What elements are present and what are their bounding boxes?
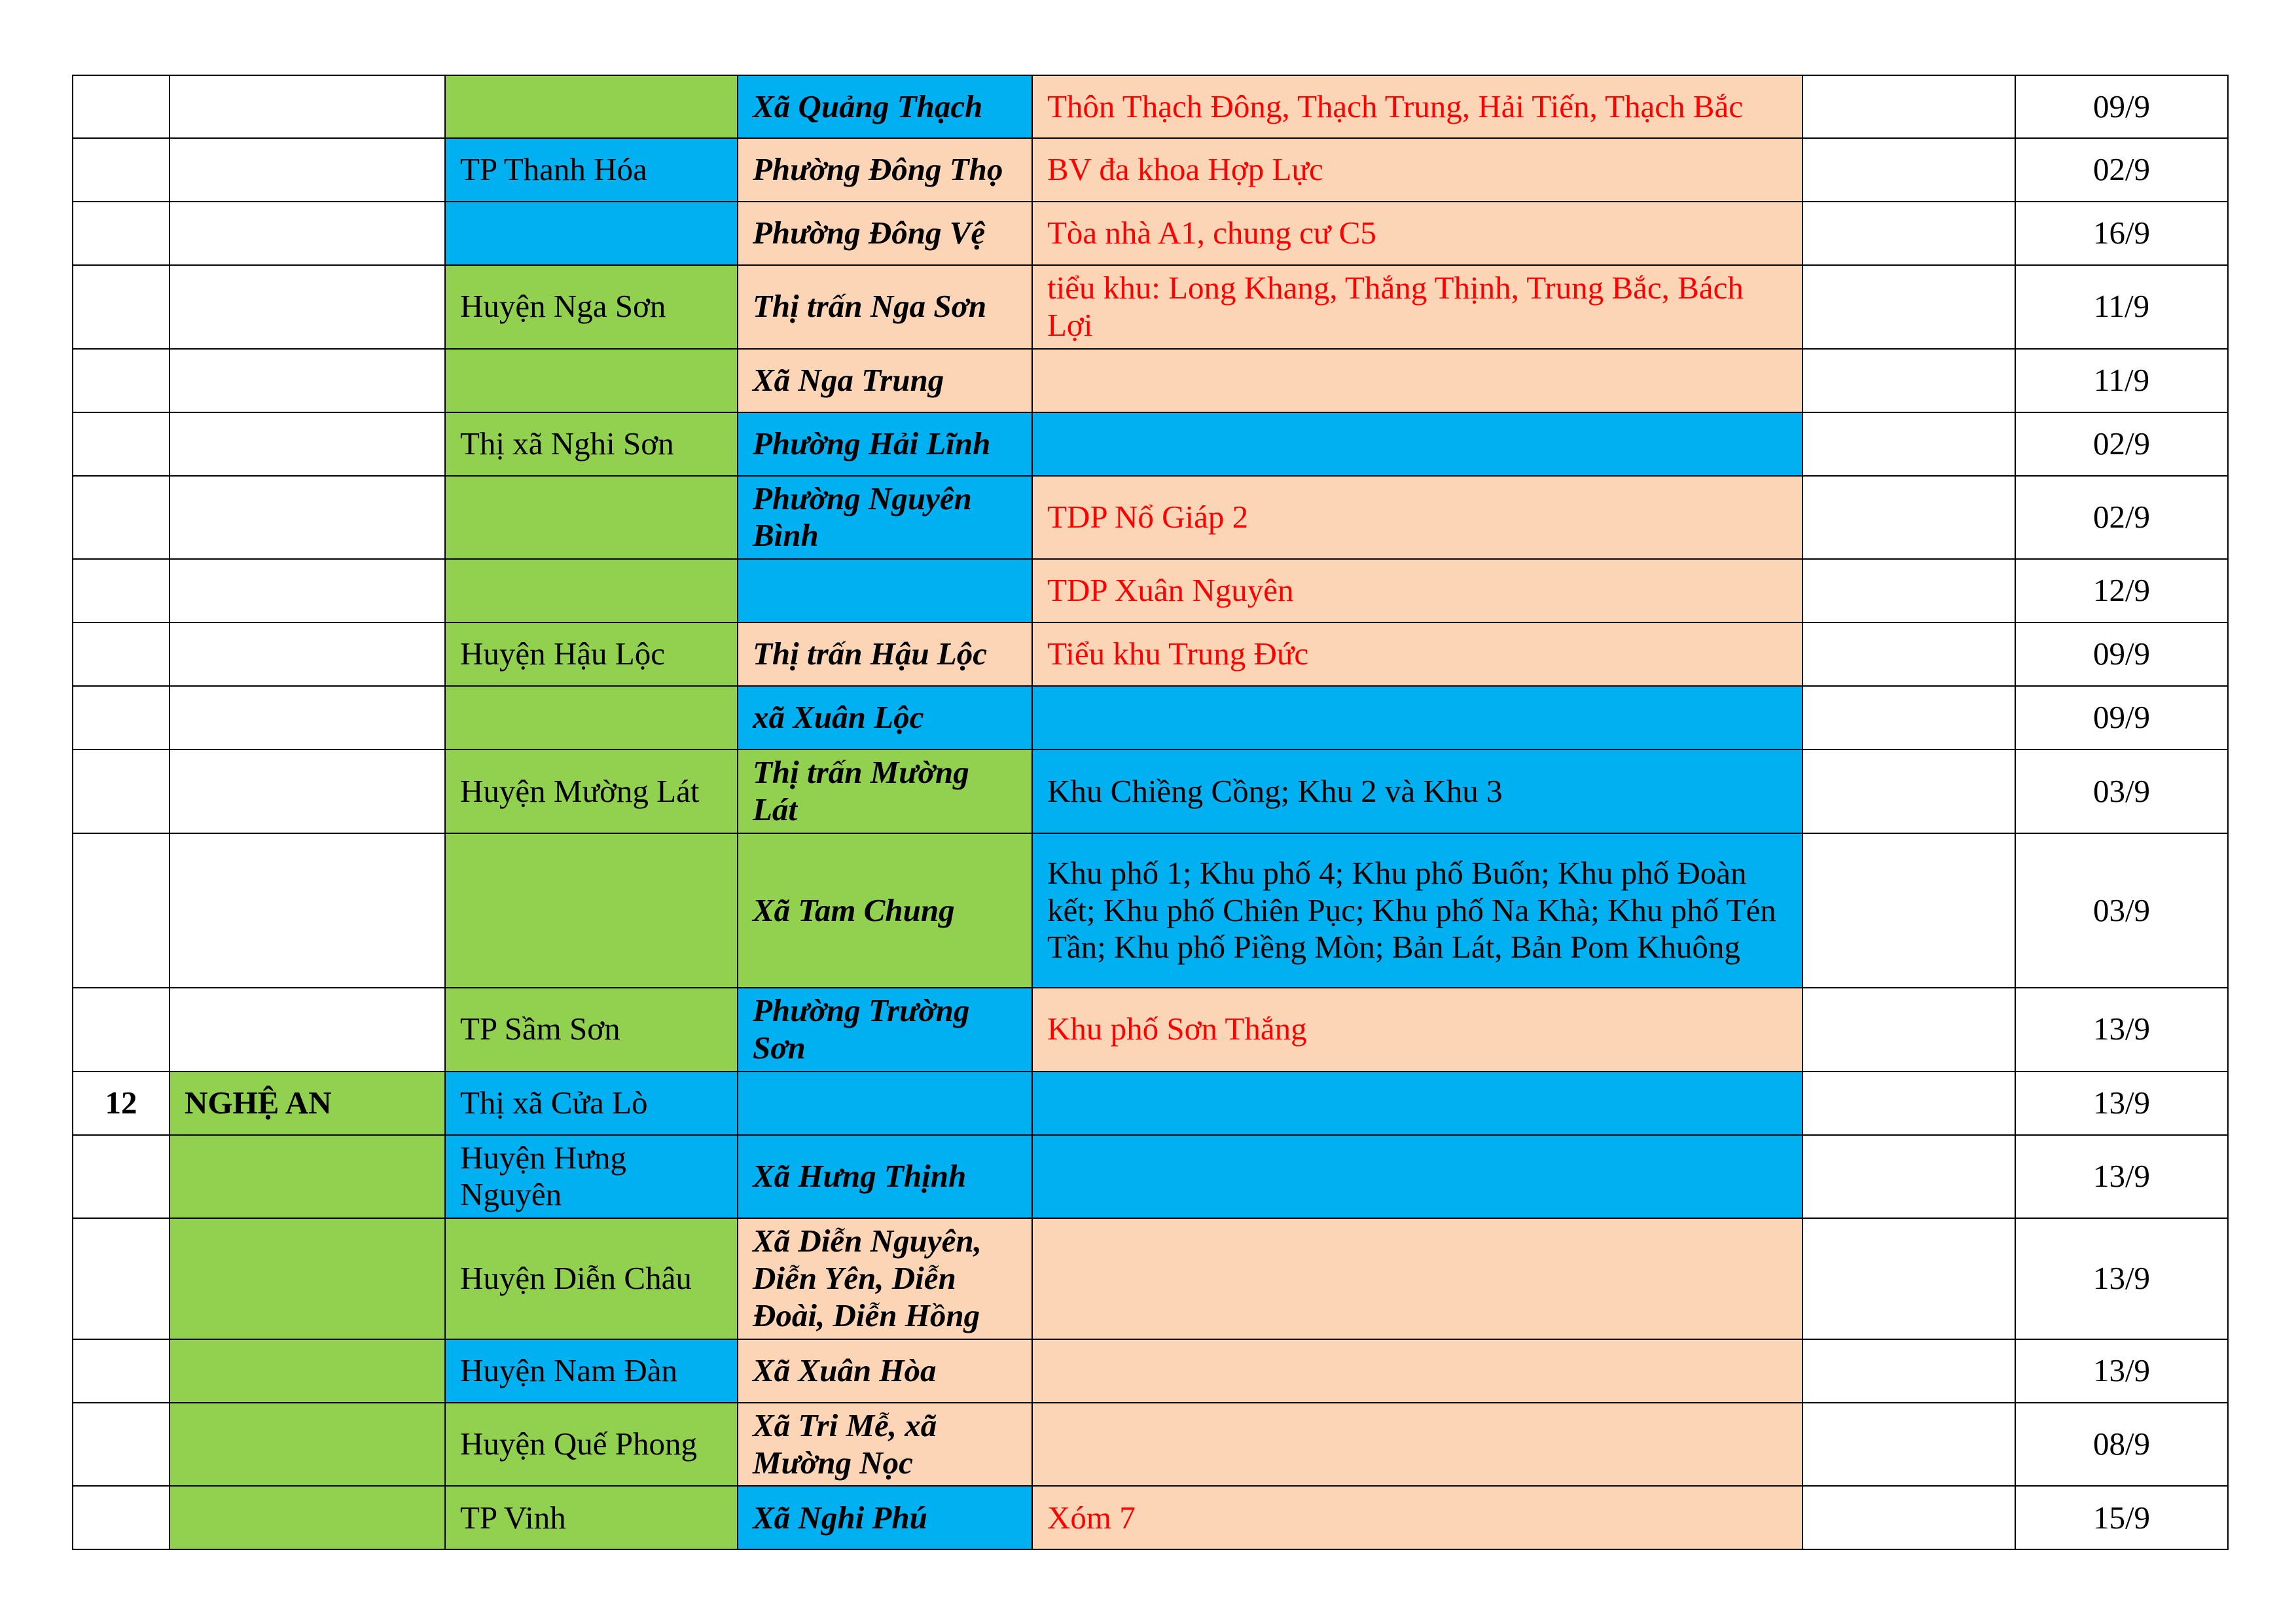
cell-stt <box>73 1403 170 1487</box>
cell-date: 13/9 <box>2015 1135 2228 1219</box>
table-row <box>73 412 2228 476</box>
cell-province <box>170 202 445 265</box>
cell-province <box>170 833 445 988</box>
table-body <box>73 75 2228 1549</box>
table-row <box>73 476 2228 560</box>
cell-extra <box>1803 559 2015 623</box>
cell-district <box>445 75 738 138</box>
cell-district: Huyện Quế Phong <box>445 1403 738 1487</box>
cell-stt <box>73 349 170 412</box>
cell-district: TP Sầm Sơn <box>445 988 738 1072</box>
locations-table <box>72 75 2229 1550</box>
cell-commune: Thị trấn Hậu Lộc <box>738 623 1032 686</box>
cell-date: 02/9 <box>2015 412 2228 476</box>
cell-district <box>445 202 738 265</box>
cell-date: 02/9 <box>2015 138 2228 202</box>
cell-province <box>170 349 445 412</box>
cell-area: Thôn Thạch Đông, Thạch Trung, Hải Tiến, Thạch Bắc <box>1032 75 1803 138</box>
cell-commune: Xã Nga Trung <box>738 349 1032 412</box>
cell-province <box>170 75 445 138</box>
cell-extra <box>1803 265 2015 349</box>
cell-extra <box>1803 988 2015 1072</box>
cell-commune: Phường Trường Sơn <box>738 988 1032 1072</box>
cell-province <box>170 412 445 476</box>
table-row <box>73 686 2228 749</box>
table-row <box>73 202 2228 265</box>
cell-stt: 12 <box>73 1072 170 1135</box>
cell-commune: Thị trấn Mường Lát <box>738 749 1032 833</box>
cell-commune <box>738 1072 1032 1135</box>
cell-district: Huyện Nam Đàn <box>445 1339 738 1403</box>
cell-province <box>170 476 445 560</box>
cell-extra <box>1803 1403 2015 1487</box>
table-row <box>73 833 2228 988</box>
table-row <box>73 1403 2228 1487</box>
cell-district <box>445 476 738 560</box>
cell-commune <box>738 559 1032 623</box>
cell-province <box>170 988 445 1072</box>
cell-province <box>170 1403 445 1487</box>
cell-area <box>1032 349 1803 412</box>
cell-date: 03/9 <box>2015 749 2228 833</box>
cell-date: 11/9 <box>2015 349 2228 412</box>
cell-stt <box>73 412 170 476</box>
cell-stt <box>73 686 170 749</box>
cell-date: 09/9 <box>2015 686 2228 749</box>
cell-extra <box>1803 1486 2015 1549</box>
cell-stt <box>73 623 170 686</box>
cell-date: 16/9 <box>2015 202 2228 265</box>
cell-extra <box>1803 1072 2015 1135</box>
cell-commune: Phường Đông Thọ <box>738 138 1032 202</box>
cell-area: tiểu khu: Long Khang, Thắng Thịnh, Trung Bắc, Bách Lợi <box>1032 265 1803 349</box>
cell-stt <box>73 1339 170 1403</box>
cell-district: Huyện Mường Lát <box>445 749 738 833</box>
cell-date: 12/9 <box>2015 559 2228 623</box>
cell-extra <box>1803 75 2015 138</box>
cell-commune: Phường Đông Vệ <box>738 202 1032 265</box>
cell-commune: Phường Hải Lĩnh <box>738 412 1032 476</box>
cell-date: 13/9 <box>2015 1339 2228 1403</box>
cell-district <box>445 349 738 412</box>
cell-province <box>170 1218 445 1339</box>
table-row <box>73 749 2228 833</box>
cell-extra <box>1803 138 2015 202</box>
cell-commune: Xã Hưng Thịnh <box>738 1135 1032 1219</box>
cell-district: Huyện Hưng Nguyên <box>445 1135 738 1219</box>
cell-extra <box>1803 749 2015 833</box>
table-row <box>73 75 2228 138</box>
cell-province: NGHỆ AN <box>170 1072 445 1135</box>
cell-province <box>170 1339 445 1403</box>
cell-district: Huyện Hậu Lộc <box>445 623 738 686</box>
cell-date: 13/9 <box>2015 1218 2228 1339</box>
cell-area <box>1032 686 1803 749</box>
cell-area <box>1032 1403 1803 1487</box>
cell-area <box>1032 1072 1803 1135</box>
cell-stt <box>73 1486 170 1549</box>
cell-district <box>445 686 738 749</box>
cell-date: 03/9 <box>2015 833 2228 988</box>
table-row <box>73 138 2228 202</box>
cell-date: 09/9 <box>2015 623 2228 686</box>
cell-area: Khu phố 1; Khu phố 4; Khu phố Buốn; Khu phố Đoàn kết; Khu phố Chiên Pục; Khu phố Na Khà; Khu phố Tén Tần; Khu phố Piềng Mòn; Bản Lát, Bản Pom Khuông <box>1032 833 1803 988</box>
cell-commune: Thị trấn Nga Sơn <box>738 265 1032 349</box>
cell-date: 02/9 <box>2015 476 2228 560</box>
table-row <box>73 1486 2228 1549</box>
cell-province <box>170 623 445 686</box>
cell-area: BV đa khoa Hợp Lực <box>1032 138 1803 202</box>
cell-extra <box>1803 686 2015 749</box>
cell-commune: Xã Xuân Hòa <box>738 1339 1032 1403</box>
cell-district: TP Vinh <box>445 1486 738 1549</box>
cell-extra <box>1803 349 2015 412</box>
cell-district: Huyện Nga Sơn <box>445 265 738 349</box>
cell-area: Tòa nhà A1, chung cư C5 <box>1032 202 1803 265</box>
cell-stt <box>73 202 170 265</box>
cell-stt <box>73 138 170 202</box>
cell-stt <box>73 476 170 560</box>
cell-date: 08/9 <box>2015 1403 2228 1487</box>
cell-area: TDP Xuân Nguyên <box>1032 559 1803 623</box>
cell-district: Thị xã Nghi Sơn <box>445 412 738 476</box>
cell-province <box>170 1135 445 1219</box>
cell-date: 09/9 <box>2015 75 2228 138</box>
cell-stt <box>73 265 170 349</box>
cell-commune: Xã Quảng Thạch <box>738 75 1032 138</box>
cell-extra <box>1803 202 2015 265</box>
cell-commune: Xã Diễn Nguyên, Diễn Yên, Diễn Đoài, Diễn Hồng <box>738 1218 1032 1339</box>
cell-area <box>1032 1135 1803 1219</box>
cell-area: Tiểu khu Trung Đức <box>1032 623 1803 686</box>
cell-date: 13/9 <box>2015 1072 2228 1135</box>
cell-area: Khu Chiềng Cồng; Khu 2 và Khu 3 <box>1032 749 1803 833</box>
cell-extra <box>1803 833 2015 988</box>
cell-area <box>1032 1339 1803 1403</box>
cell-province <box>170 1486 445 1549</box>
cell-district <box>445 833 738 988</box>
table-row <box>73 1135 2228 1219</box>
table-row <box>73 1072 2228 1135</box>
cell-district: TP Thanh Hóa <box>445 138 738 202</box>
cell-extra <box>1803 1218 2015 1339</box>
cell-commune: xã Xuân Lộc <box>738 686 1032 749</box>
cell-extra <box>1803 1135 2015 1219</box>
cell-date: 11/9 <box>2015 265 2228 349</box>
cell-area: Xóm 7 <box>1032 1486 1803 1549</box>
cell-district <box>445 559 738 623</box>
cell-area <box>1032 1218 1803 1339</box>
cell-province <box>170 138 445 202</box>
cell-stt <box>73 749 170 833</box>
cell-province <box>170 265 445 349</box>
cell-district: Thị xã Cửa Lò <box>445 1072 738 1135</box>
table-row <box>73 265 2228 349</box>
cell-commune: Xã Nghi Phú <box>738 1486 1032 1549</box>
cell-extra <box>1803 623 2015 686</box>
cell-area: TDP Nổ Giáp 2 <box>1032 476 1803 560</box>
table-row <box>73 1339 2228 1403</box>
cell-stt <box>73 75 170 138</box>
table-row <box>73 559 2228 623</box>
cell-date: 15/9 <box>2015 1486 2228 1549</box>
cell-commune: Phường Nguyên Bình <box>738 476 1032 560</box>
table-row <box>73 988 2228 1072</box>
cell-extra <box>1803 1339 2015 1403</box>
cell-stt <box>73 988 170 1072</box>
cell-stt <box>73 1135 170 1219</box>
cell-province <box>170 559 445 623</box>
cell-province <box>170 686 445 749</box>
table-row <box>73 1218 2228 1339</box>
cell-date: 13/9 <box>2015 988 2228 1072</box>
cell-area: Khu phố Sơn Thắng <box>1032 988 1803 1072</box>
cell-extra <box>1803 476 2015 560</box>
cell-commune: Xã Tri Mễ, xã Mường Nọc <box>738 1403 1032 1487</box>
table-row <box>73 623 2228 686</box>
cell-extra <box>1803 412 2015 476</box>
cell-stt <box>73 833 170 988</box>
cell-stt <box>73 559 170 623</box>
cell-province <box>170 749 445 833</box>
cell-district: Huyện Diễn Châu <box>445 1218 738 1339</box>
table-row <box>73 349 2228 412</box>
cell-area <box>1032 412 1803 476</box>
cell-commune: Xã Tam Chung <box>738 833 1032 988</box>
cell-stt <box>73 1218 170 1339</box>
